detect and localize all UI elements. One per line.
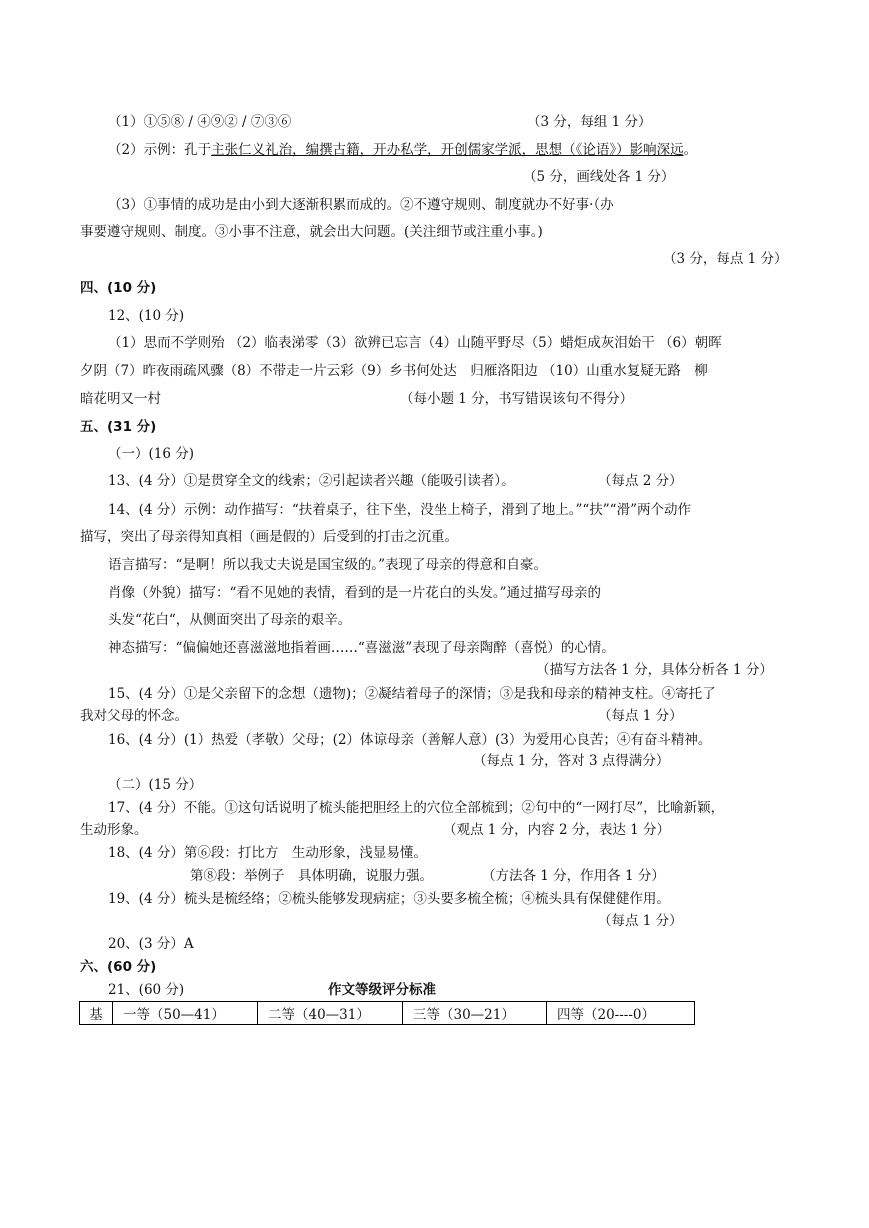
- grading-table-row: [80, 1002, 695, 1025]
- q19-score: （每点 1 分）: [598, 913, 683, 929]
- q11-2-suffix: 。: [683, 142, 698, 158]
- q18-line-2: 第⑧段：举例子 具体明确，说服力强。: [190, 868, 433, 884]
- q14-score: （描写方法各 1 分，具体分析各 1 分）: [536, 662, 773, 678]
- q14-line-4: 肖像（外貌）描写：“看不见她的表情，看到的是一片花白的头发。”通过描写母亲的: [108, 585, 602, 601]
- q11-2-underlined: 主张仁义礼治，编撰古籍，开办私学，开创儒家学派，思想（《论语》）影响深远: [211, 142, 684, 158]
- grading-cell-basic: 基: [80, 1002, 113, 1025]
- q12-score: （每小题 1 分，书写错误该句不得分）: [400, 391, 634, 407]
- grading-cell-grade-1: 一等（50—41）: [113, 1002, 258, 1025]
- q11-2-answer: [108, 141, 697, 159]
- q11-1-answer: （1）①⑤⑧ / ④⑨② / ⑦③⑥: [108, 114, 292, 130]
- q18-line-1: 18、(4 分）第⑥段：打比方 生动形象，浅显易懂。: [108, 845, 427, 861]
- q13-answer: 13、(4 分）①是贯穿全文的线索；②引起读者兴趣（能吸引读者）。: [108, 473, 515, 489]
- part-2-label: （二）(15 分）: [108, 777, 203, 793]
- q12-label: 12、(10 分): [108, 308, 185, 324]
- q11-3-score: （3 分，每点 1 分）: [663, 251, 788, 267]
- grading-table: [79, 1001, 695, 1025]
- grading-cell-grade-3: 三等（30—21）: [403, 1002, 547, 1025]
- q14-line-2: 描写，突出了母亲得知真相（画是假的）后受到的打击之沉重。: [80, 529, 458, 545]
- q11-2-score: （5 分，画线处各 1 分）: [523, 169, 675, 185]
- q17-line-1: 17、(4 分）不能。①这句话说明了梳头能把胆经上的穴位全部梳到；②句中的“一网打尽”，比喻新颖，: [108, 800, 725, 816]
- section-4-heading: 四、(10 分): [80, 280, 157, 296]
- q18-score: （方法各 1 分，作用各 1 分）: [482, 868, 665, 884]
- part-1-label: （一）(16 分): [108, 446, 195, 462]
- q21-label: 21、(60 分): [108, 982, 185, 998]
- q12-line-1: （1）思而不学则殆 （2）临表涕零（3）欲辨已忘言（4）山随平野尽（5）蜡炬成灰泪始干 （6）朝晖: [108, 335, 722, 351]
- grading-cell-grade-2: 二等（40—31）: [258, 1002, 403, 1025]
- section-6-heading: 六、(60 分): [80, 959, 157, 975]
- q17-score: （观点 1 分，内容 2 分，表达 1 分）: [443, 822, 671, 838]
- q19-answer: 19、(4 分）梳头是梳经络；②梳头能够发现病症；③头要多梳全梳；④梳头具有保健健作用。: [108, 891, 670, 907]
- q14-line-3: 语言描写：“是啊！所以我丈夫说是国宝级的。”表现了母亲的得意和自豪。: [108, 557, 548, 573]
- q14-line-6: 神态描写：“偏偏她还喜滋滋地指着画……“喜滋滋”表现了母亲陶醉（喜悦）的心情。: [108, 640, 615, 656]
- q15-line-1: 15、(4 分）①是父亲留下的念想（遗物)；②凝结着母子的深情；③是我和母亲的精神支柱。④寄托了: [108, 686, 716, 702]
- grading-cell-grade-4: 四等（20----0）: [547, 1002, 695, 1025]
- q16-answer: 16、(4 分）(1）热爱（孝敬）父母；(2）体谅母亲（善解人意）(3）为爱用心良苦；④有奋斗精神。: [108, 732, 712, 748]
- q11-3-continued: 事要遵守规则、制度。③小事不注意，就会出大问题。(关注细节或注重小事。): [80, 224, 543, 240]
- q14-line-1: 14、(4 分）示例：动作描写：“扶着桌子，往下坐，没坐上椅子，滑到了地上。”“扶”“滑”两个动作: [108, 502, 691, 518]
- q20-answer: 20、(3 分）A: [108, 936, 194, 952]
- q11-2-prefix: （2）示例：孔于: [108, 142, 212, 158]
- q13-score: （每点 2 分）: [598, 473, 683, 489]
- q11-1-score: （3 分，每组 1 分）: [527, 114, 652, 130]
- q16-score: （每点 1 分，答对 3 点得满分）: [473, 753, 670, 769]
- q17-line-2: 生动形象。: [80, 822, 148, 838]
- q15-line-2: 我对父母的怀念。: [80, 708, 188, 724]
- q12-line-2: 夕阴（7）昨夜雨疏风骤（8）不带走一片云彩（9）乡书何处达 归雁洛阳边 （10）山重水复疑无路 柳: [80, 363, 708, 379]
- q11-3-answer: （3）①事情的成功是由小到大逐渐积累而成的。②不遵守规则、制度就办不好事·（办: [108, 197, 614, 213]
- section-5-heading: 五、(31 分): [80, 419, 157, 435]
- q12-line-3: 暗花明又一村: [80, 391, 161, 407]
- grading-table-title: 作文等级评分标准: [328, 982, 436, 998]
- q15-score: （每点 1 分）: [598, 708, 683, 724]
- q14-line-5: 头发“花白“，从侧面突出了母亲的艰辛。: [108, 612, 352, 628]
